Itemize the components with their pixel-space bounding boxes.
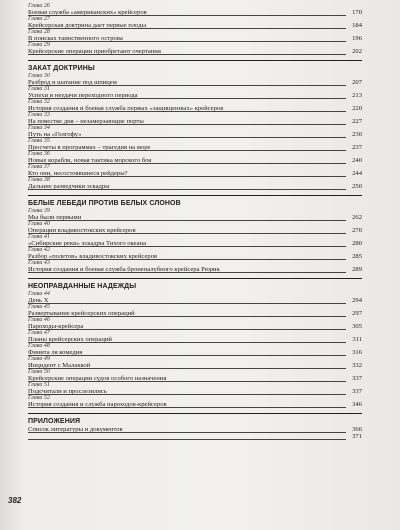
chapter-label: Глава 42 [28, 247, 50, 253]
chapter-title: История создания и боевая служба бронепалубного крейсера Рюрик [28, 266, 220, 273]
chapter-label: Глава 28 [28, 29, 50, 35]
leader-rule [28, 111, 346, 112]
leader-rule [28, 189, 346, 190]
toc-entry [28, 144, 362, 151]
leader-rule [28, 342, 346, 343]
toc-entry [28, 105, 362, 112]
page-ref: 346 [352, 401, 362, 408]
toc-entry [28, 214, 362, 221]
page-ref: 332 [352, 362, 362, 369]
toc-entry [28, 266, 362, 273]
page-ref: 366 [352, 426, 362, 433]
chapter-title: Разбор «полетов» владивостокских крейсеров [28, 253, 158, 260]
leader-rule [28, 303, 346, 304]
leader-rule [28, 137, 346, 138]
page-ref: 227 [352, 118, 362, 125]
chapter-title: Крейсерская доктрина дает первые плоды [28, 22, 146, 29]
leader-rule [28, 163, 346, 164]
section-divider [28, 56, 362, 61]
chapter-label: Глава 30 [28, 73, 50, 79]
section-divider [28, 274, 362, 279]
chapter-label: Глава 52 [28, 395, 50, 401]
chapter-title: Список литературы и документов [28, 426, 123, 433]
chapter-label: Глава 44 [28, 291, 50, 297]
leader-rule [28, 329, 346, 330]
chapter-title: Кто они, несостоявшиеся рейдеры? [28, 170, 128, 177]
page-ref: 316 [352, 349, 362, 356]
toc-entry [28, 362, 362, 369]
page-ref: 311 [352, 336, 362, 343]
chapter-title: Развертывание крейсерских операций [28, 310, 135, 317]
chapter-title: Просчеты в программах – трагедия на море [28, 144, 151, 151]
page-number: 382 [8, 496, 22, 505]
leader-rule [28, 407, 346, 408]
page-ref: 240 [352, 157, 362, 164]
chapter-label: Глава 43 [28, 260, 50, 266]
toc-entry [28, 426, 362, 433]
toc-entry [28, 375, 362, 382]
leader-rule [28, 233, 346, 234]
chapter-label: Глава 47 [28, 330, 50, 336]
leader-rule [28, 394, 346, 395]
chapter-label: Глава 39 [28, 208, 50, 214]
section-heading: НЕОПРАВДАННЫЕ НАДЕЖДЫ [28, 283, 137, 290]
toc-entry [28, 336, 362, 343]
leader-rule [28, 41, 346, 42]
chapter-label: Глава 33 [28, 112, 50, 118]
section-divider [28, 191, 362, 196]
chapter-title: История создания и боевая служба первых «защищенных» крейсеров [28, 105, 224, 112]
toc-entry [28, 310, 362, 317]
toc-entry [28, 433, 362, 440]
chapter-label: Глава 36 [28, 151, 50, 157]
chapter-title: Новые корабли, новая тактика морского боя [28, 157, 152, 164]
section-divider [28, 409, 362, 414]
page-ref: 337 [352, 388, 362, 395]
page-ref: 184 [352, 22, 362, 29]
leader-rule [28, 272, 346, 273]
chapter-label: Глава 38 [28, 177, 50, 183]
leader-rule [28, 316, 346, 317]
toc-entry [28, 253, 362, 260]
chapter-label: Глава 35 [28, 138, 50, 144]
chapter-label: Глава 49 [28, 356, 50, 362]
page-ref: 202 [352, 48, 362, 55]
chapter-title: Пароходы-крейсера [28, 323, 84, 330]
chapter-label: Глава 45 [28, 304, 50, 310]
page-ref: 213 [352, 92, 362, 99]
chapter-label: Глава 40 [28, 221, 50, 227]
page-ref: 250 [352, 183, 362, 190]
chapter-title: В поисках таинственного острова [28, 35, 123, 42]
chapter-label: Глава 26 [28, 3, 50, 9]
page-ref: 337 [352, 375, 362, 382]
chapter-title: День X [28, 297, 49, 304]
page-ref: 280 [352, 240, 362, 247]
toc-entry [28, 349, 362, 356]
chapter-label: Глава 34 [28, 125, 50, 131]
toc-entry [28, 323, 362, 330]
table-of-contents [28, 3, 362, 440]
page-ref: 230 [352, 131, 362, 138]
chapter-label: Глава 37 [28, 164, 50, 170]
leader-rule [28, 439, 346, 440]
leader-rule [28, 150, 346, 151]
toc-entry [28, 22, 362, 29]
toc-entry [28, 118, 362, 125]
leader-rule [28, 381, 346, 382]
chapter-title: «Сибирские реки» эскадры Тихого океана [28, 240, 147, 247]
toc-entry [28, 388, 362, 395]
chapter-title: Крейсерские операции приобретают очертания [28, 48, 161, 55]
page-ref: 270 [352, 227, 362, 234]
toc-entry [28, 297, 362, 304]
page-ref: 220 [352, 105, 362, 112]
chapter-title: Крейсерские операции судов особого назначения [28, 375, 167, 382]
chapter-label: Глава 31 [28, 86, 50, 92]
page-ref: 196 [352, 35, 362, 42]
chapter-title: Разброд и шатание под шпицем [28, 79, 117, 86]
leader-rule [28, 124, 346, 125]
leader-rule [28, 98, 346, 99]
chapter-title: На повестке дня – незамерзающие порты [28, 118, 144, 125]
page-ref: 305 [352, 323, 362, 330]
section-heading: ЗАКАТ ДОКТРИНЫ [28, 65, 95, 72]
chapter-label: Глава 51 [28, 382, 50, 388]
toc-entry [28, 401, 362, 408]
leader-rule [28, 259, 346, 260]
leader-rule [28, 368, 346, 369]
chapter-label: Глава 32 [28, 99, 50, 105]
page-ref: 285 [352, 253, 362, 260]
chapter-title: Боевая служба «американских» крейсеров [28, 9, 147, 16]
toc-entry [28, 183, 362, 190]
chapter-label: Глава 27 [28, 16, 50, 22]
chapter-title: Подсчитали и прослезились [28, 388, 107, 395]
page-ref: 294 [352, 297, 362, 304]
chapter-label: Глава 48 [28, 343, 50, 349]
page-ref: 262 [352, 214, 362, 221]
toc-entry [28, 92, 362, 99]
chapter-label: Глава 29 [28, 42, 50, 48]
chapter-label: Глава 46 [28, 317, 50, 323]
chapter-title: Успехи и неудачи переходного периода [28, 92, 138, 99]
chapter-label: Глава 50 [28, 369, 50, 375]
toc-entry [28, 9, 362, 16]
leader-rule [28, 246, 346, 247]
toc-entry [28, 157, 362, 164]
chapter-title: Мы были первыми [28, 214, 82, 221]
section-heading: БЕЛЫЕ ЛЕБЕДИ ПРОТИВ БЕЛЫХ СЛОНОВ [28, 200, 181, 207]
page-ref: 237 [352, 144, 362, 151]
toc-entry [28, 79, 362, 86]
toc-entry [28, 240, 362, 247]
toc-entry [28, 131, 362, 138]
toc-entry [28, 227, 362, 234]
page-ref: 244 [352, 170, 362, 177]
toc-entry [28, 170, 362, 177]
leader-rule [28, 355, 346, 356]
chapter-title: История создания и служба пароходов-крейсеров [28, 401, 167, 408]
chapter-title: Инцидент с Малаккой [28, 362, 91, 369]
chapter-title: Путь на «Голгофу» [28, 131, 82, 138]
leader-rule [28, 28, 346, 29]
chapter-title: Операции владивостокских крейсеров [28, 227, 136, 234]
toc-entry [28, 35, 362, 42]
leader-rule [28, 220, 346, 221]
chapter-title: Дальние разведчики эскадры [28, 183, 110, 190]
chapter-title: Финита ля комедия [28, 349, 83, 356]
leader-rule [28, 15, 346, 16]
leader-rule [28, 54, 346, 55]
page-ref: 297 [352, 310, 362, 317]
section-heading: ПРИЛОЖЕНИЯ [28, 418, 81, 425]
leader-rule [28, 85, 346, 86]
page-ref: 207 [352, 79, 362, 86]
page-ref: 289 [352, 266, 362, 273]
page-ref: 371 [352, 433, 362, 440]
chapter-label: Глава 41 [28, 234, 50, 240]
page-ref: 170 [352, 9, 362, 16]
leader-rule [28, 176, 346, 177]
toc-entry [28, 48, 362, 55]
chapter-title: Планы крейсерских операций [28, 336, 112, 343]
